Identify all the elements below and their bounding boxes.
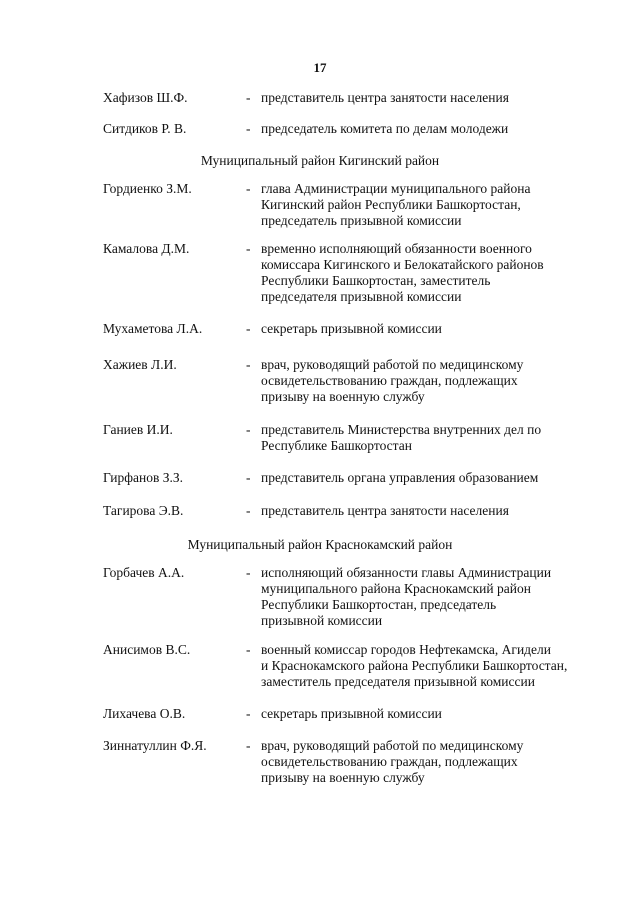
member-name: Хафизов Ш.Ф. bbox=[103, 90, 188, 105]
role-line: представитель Министерства внутренних дел по bbox=[261, 422, 542, 437]
role-line: председателя призывной комиссии bbox=[261, 289, 462, 304]
member-name: Горбачев А.А. bbox=[103, 565, 185, 580]
role-line: представитель центра занятости населения bbox=[261, 90, 509, 105]
member-name: Камалова Д.М. bbox=[103, 241, 190, 256]
role-line: врач, руководящий работой по медицинскому bbox=[261, 357, 524, 372]
member-role bbox=[261, 470, 606, 486]
dash-separator: - bbox=[246, 90, 251, 105]
role-line: председатель призывной комиссии bbox=[261, 213, 462, 228]
member-name: Анисимов В.С. bbox=[103, 642, 191, 657]
member-role bbox=[261, 121, 606, 137]
dash-separator: - bbox=[246, 738, 251, 753]
member-role bbox=[261, 706, 606, 722]
role-line: освидетельствованию граждан, подлежащих bbox=[261, 373, 518, 388]
dash-separator: - bbox=[246, 470, 251, 485]
role-line: врач, руководящий работой по медицинскому bbox=[261, 738, 524, 753]
member-name: Ганиев И.И. bbox=[103, 422, 173, 437]
member-role bbox=[261, 241, 606, 305]
role-line: заместитель председателя призывной комиссии bbox=[261, 674, 535, 689]
role-line: Республики Башкортостан, председатель bbox=[261, 597, 497, 612]
member-name: Гордиенко З.М. bbox=[103, 181, 192, 196]
member-name: Тагирова Э.В. bbox=[103, 503, 184, 518]
dash-separator: - bbox=[246, 321, 251, 336]
role-line: Кигинский район Республики Башкортостан, bbox=[261, 197, 521, 212]
role-line: секретарь призывной комиссии bbox=[261, 321, 442, 336]
dash-separator: - bbox=[246, 642, 251, 657]
dash-separator: - bbox=[246, 565, 251, 580]
member-name: Ситдиков Р. В. bbox=[103, 121, 187, 136]
role-line: комиссара Кигинского и Белокатайского районов bbox=[261, 257, 544, 272]
dash-separator: - bbox=[246, 422, 251, 437]
member-role bbox=[261, 90, 606, 106]
member-name: Лихачева О.В. bbox=[103, 706, 186, 721]
member-role bbox=[261, 642, 606, 690]
section-heading: Муниципальный район Краснокамский район bbox=[187, 537, 453, 552]
role-line: призыву на военную службу bbox=[261, 389, 425, 404]
member-role bbox=[261, 565, 606, 629]
member-role bbox=[261, 181, 606, 229]
role-line: представитель центра занятости населения bbox=[261, 503, 509, 518]
role-line: призыву на военную службу bbox=[261, 770, 425, 785]
member-name: Хажиев Л.И. bbox=[103, 357, 177, 372]
member-role bbox=[261, 357, 606, 405]
member-role bbox=[261, 738, 606, 786]
member-name: Зиннатуллин Ф.Я. bbox=[103, 738, 207, 753]
role-line: освидетельствованию граждан, подлежащих bbox=[261, 754, 518, 769]
section-heading: Муниципальный район Кигинский район bbox=[200, 153, 440, 168]
role-line: представитель органа управления образованием bbox=[261, 470, 539, 485]
role-line: временно исполняющий обязанности военного bbox=[261, 241, 532, 256]
role-line: глава Администрации муниципального района bbox=[261, 181, 531, 196]
role-line: исполняющий обязанности главы Администрации bbox=[261, 565, 552, 580]
member-role bbox=[261, 422, 606, 454]
member-name: Гирфанов З.З. bbox=[103, 470, 184, 485]
page-number: 17 bbox=[313, 60, 327, 75]
member-role bbox=[261, 321, 606, 337]
role-line: муниципального района Краснокамский район bbox=[261, 581, 531, 596]
dash-separator: - bbox=[246, 706, 251, 721]
role-line: и Краснокамского района Республики Башкортостан, bbox=[261, 658, 568, 673]
role-line: военный комиссар городов Нефтекамска, Агидели bbox=[261, 642, 551, 657]
role-line: призывной комиссии bbox=[261, 613, 383, 628]
member-role bbox=[261, 503, 606, 519]
role-line: Республике Башкортостан bbox=[261, 438, 412, 453]
dash-separator: - bbox=[246, 503, 251, 518]
role-line: секретарь призывной комиссии bbox=[261, 706, 442, 721]
dash-separator: - bbox=[246, 241, 251, 256]
dash-separator: - bbox=[246, 181, 251, 196]
dash-separator: - bbox=[246, 121, 251, 136]
role-line: Республики Башкортостан, заместитель bbox=[261, 273, 491, 288]
dash-separator: - bbox=[246, 357, 251, 372]
member-name: Мухаметова Л.А. bbox=[103, 321, 203, 336]
role-line: председатель комитета по делам молодежи bbox=[261, 121, 509, 136]
